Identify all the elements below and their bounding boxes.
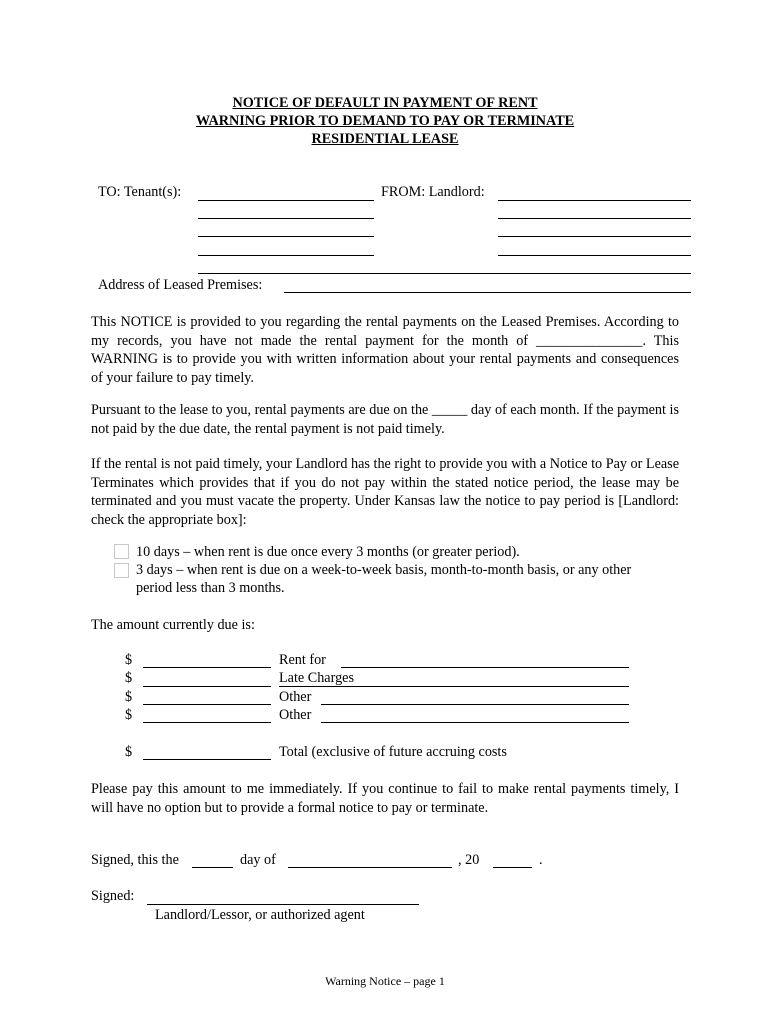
signer-caption: Landlord/Lessor, or authorized agent xyxy=(155,907,365,923)
page-footer: Warning Notice – page 1 xyxy=(325,974,445,988)
other-description-field-1[interactable] xyxy=(321,704,629,705)
day-of-label: day of xyxy=(240,852,276,868)
tenant-name-field-4[interactable] xyxy=(198,255,374,256)
signed-this-label: Signed, this the xyxy=(91,852,179,868)
due-date-paragraph: Pursuant to the lease to you, rental payments are due on the _____ day of each month. If the payment is not paid by the due date, the rental payment is not paid timely. xyxy=(91,402,679,437)
dollar-sign: $ xyxy=(125,744,133,760)
dollar-sign: $ xyxy=(125,689,133,705)
year-prefix-label: , 20 xyxy=(458,852,480,868)
address-field-2[interactable] xyxy=(284,292,691,293)
late-charges-amount-field[interactable] xyxy=(143,686,271,687)
dollar-sign: $ xyxy=(125,670,133,686)
landlord-name-field-4[interactable] xyxy=(498,255,691,256)
landlord-name-field-3[interactable] xyxy=(498,236,691,237)
landlord-label: FROM: Landlord: xyxy=(381,184,485,200)
three-day-option-label: 3 days – when rent is due on a week-to-week basis, month-to-month basis, or any other xyxy=(136,562,632,578)
landlord-name-field-1[interactable] xyxy=(498,200,691,201)
other-description-field-2[interactable] xyxy=(321,722,629,723)
tenant-name-field-3[interactable] xyxy=(198,236,374,237)
date-period: . xyxy=(539,852,543,868)
title-line-1: NOTICE OF DEFAULT IN PAYMENT OF RENT xyxy=(232,95,538,111)
signature-field[interactable] xyxy=(147,904,419,905)
title-line-3: RESIDENTIAL LEASE xyxy=(311,131,459,147)
tenant-label: TO: Tenant(s): xyxy=(98,184,182,200)
late-charges-label: Late Charges xyxy=(279,670,354,686)
tenant-name-field-2[interactable] xyxy=(198,218,374,219)
address-field-1[interactable] xyxy=(198,273,691,274)
other-amount-field-2[interactable] xyxy=(143,722,271,723)
total-label: Total (exclusive of future accruing costs xyxy=(279,744,507,760)
three-day-option-label-cont: period less than 3 months. xyxy=(136,580,285,596)
late-charges-description-field[interactable] xyxy=(279,686,629,687)
rent-amount-field[interactable] xyxy=(143,667,271,668)
rent-period-field[interactable] xyxy=(341,667,629,668)
signed-year-field[interactable] xyxy=(493,867,532,868)
other-label-1: Other xyxy=(279,689,312,705)
landlord-name-field-2[interactable] xyxy=(498,218,691,219)
signed-month-field[interactable] xyxy=(288,867,452,868)
address-label: Address of Leased Premises: xyxy=(98,277,263,293)
dollar-sign: $ xyxy=(125,652,133,668)
other-amount-field-1[interactable] xyxy=(143,704,271,705)
ten-day-option-label: 10 days – when rent is due once every 3 months (or greater period). xyxy=(136,544,520,560)
signed-day-field[interactable] xyxy=(192,867,233,868)
title-line-2: WARNING PRIOR TO DEMAND TO PAY OR TERMINATE xyxy=(195,113,575,129)
three-day-checkbox[interactable] xyxy=(114,563,129,578)
rent-for-label: Rent for xyxy=(279,652,326,668)
signed-label: Signed: xyxy=(91,888,135,904)
notice-paragraph: This NOTICE is provided to you regarding the rental payments on the Leased Premises. According to my records, you have not made the rental payment for the month of _______________. This WARNING is to provide you with written information about your rental payments and consequences of your failure to pay timely. xyxy=(91,314,679,386)
closing-paragraph: Please pay this amount to me immediately. If you continue to fail to make rental payments timely, I will have no option but to provide a formal notice to pay or terminate. xyxy=(91,781,679,816)
total-amount-field[interactable] xyxy=(143,759,271,760)
ten-day-checkbox[interactable] xyxy=(114,544,129,559)
amount-heading: The amount currently due is: xyxy=(91,617,255,633)
dollar-sign: $ xyxy=(125,707,133,723)
other-label-2: Other xyxy=(279,707,312,723)
notice-period-paragraph: If the rental is not paid timely, your Landlord has the right to provide you with a Notice to Pay or Lease Terminates which provides that if you do not pay within the stated notice period, the lease may be terminated and you must vacate the property. Under Kansas law the notice to pay period is [Landlord: check the appropriate box]: xyxy=(91,456,679,528)
tenant-name-field-1[interactable] xyxy=(198,200,374,201)
